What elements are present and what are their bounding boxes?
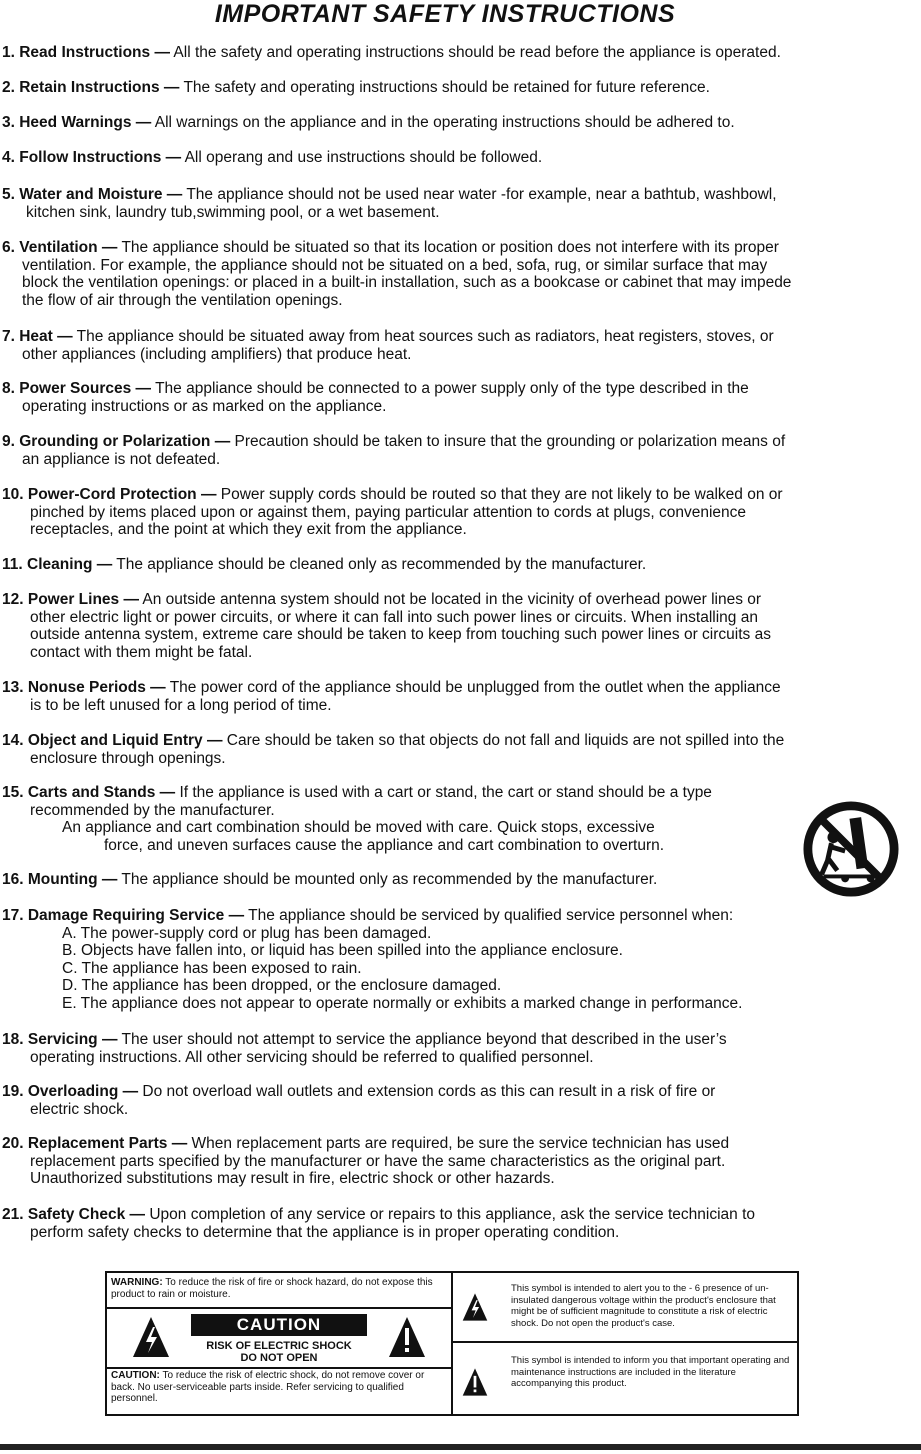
instruction-text: replacement parts specified by the manufacturer or have the same characteristics as the original part. (30, 1152, 726, 1170)
instruction-text: other appliances (including amplifiers) that produce heat. (22, 345, 412, 363)
lightning-symbol-explanation (453, 1273, 797, 1343)
exclamation-symbol-explanation (453, 1343, 797, 1414)
instruction-text: kitchen sink, laundry tub,swimming pool, or a wet basement. (26, 203, 440, 221)
instruction-heading: 19. Overloading — (2, 1083, 139, 1100)
instruction-text: perform safety checks to determine that the appliance is in proper operating condition. (30, 1223, 620, 1241)
instruction-text: All operang and use instructions should be followed. (184, 149, 543, 166)
lightning-warning-icon (131, 1315, 171, 1359)
instruction-text: The user should not attempt to service the appliance beyond that described in the user’s (121, 1031, 727, 1048)
instruction-text: The appliance should be situated away from heat sources such as radiators, heat registers, stoves, or (76, 328, 774, 345)
instruction-heading: 5. Water and Moisture — (2, 186, 183, 203)
instruction-7 (2, 328, 917, 363)
instruction-heading: 20. Replacement Parts — (2, 1135, 188, 1152)
exclamation-warning-icon (387, 1315, 427, 1359)
risk-line: RISK OF ELECTRIC SHOCK (206, 1340, 352, 1352)
bottom-divider (0, 1444, 921, 1450)
instruction-heading: 17. Damage Requiring Service — (2, 907, 245, 924)
lightning-symbol-text: This symbol is intended to alert you to the - 6 presence of un-insulated dangerous voltage within the product's enclosure that might be of sufficient magnitude to constitute a risk of electric shock. Do not open the product's case. (511, 1283, 776, 1329)
instruction-text: Precaution should be taken to insure that the grounding or polarization means of (234, 433, 786, 450)
instruction-heading: 3. Heed Warnings — (2, 114, 152, 131)
instruction-subitem: B. Objects have fallen into, or liquid has been spilled into the appliance enclosure. (62, 942, 623, 959)
instruction-text: pinched by items placed upon or against them, paying particular attention to cords at plugs, convenience (30, 503, 747, 521)
caution-label: CAUTION: (111, 1370, 160, 1381)
instruction-text: contact with them might be fatal. (30, 643, 253, 661)
instruction-text: Do not overload wall outlets and extension cords as this can result in a risk of fire or (142, 1083, 716, 1100)
instruction-heading: 18. Servicing — (2, 1031, 118, 1048)
instruction-text: The appliance should be cleaned only as recommended by the manufacturer. (116, 556, 647, 573)
instruction-12 (2, 591, 917, 661)
page-title: IMPORTANT SAFETY INSTRUCTIONS (214, 0, 676, 28)
instruction-15 (2, 784, 917, 854)
instruction-subitem: A. The power-supply cord or plug has been damaged. (62, 924, 432, 942)
instruction-text: is to be left unused for a long period of time. (30, 696, 332, 714)
instruction-heading: 14. Object and Liquid Entry — (2, 732, 223, 749)
risk-of-shock-text (191, 1340, 367, 1364)
instruction-11 (2, 556, 917, 574)
instruction-heading: 7. Heat — (2, 328, 73, 345)
instruction-text: All the safety and operating instructions should be read before the appliance is operated. (173, 44, 781, 61)
instruction-heading: 6. Ventilation — (2, 239, 118, 256)
instruction-text: operating instructions. All other servicing should be referred to qualified personnel. (30, 1048, 594, 1066)
instruction-subitem: E. The appliance does not appear to operate normally or exhibits a marked change in performance. (62, 994, 743, 1012)
warning-note (111, 1277, 447, 1307)
instruction-heading: 2. Retain Instructions — (2, 79, 180, 96)
instruction-text: block the ventilation openings: or placed in a built-in installation, such as a bookcase or cabinet that may impede (22, 274, 792, 291)
instruction-9 (2, 433, 917, 468)
exclamation-symbol-icon (461, 1367, 489, 1397)
instruction-heading: 11. Cleaning — (2, 556, 113, 573)
instruction-text: Power supply cords should be routed so that they are not likely to be walked on or (220, 486, 783, 503)
instruction-subitem: C. The appliance has been exposed to rain. (62, 959, 362, 977)
instruction-text: recommended by the manufacturer. (30, 801, 275, 819)
instruction-heading: 21. Safety Check — (2, 1206, 146, 1223)
instruction-heading: 10. Power-Cord Protection — (2, 486, 217, 503)
instruction-heading: 8. Power Sources — (2, 380, 152, 397)
instruction-heading: 4. Follow Instructions — (2, 149, 182, 166)
instruction-text: operating instructions or as marked on the appliance. (22, 397, 387, 415)
instruction-heading: 12. Power Lines — (2, 591, 139, 608)
instruction-text: The appliance should be serviced by qualified service personnel when: (248, 907, 734, 924)
caution-title: CAUTION (191, 1314, 367, 1336)
instruction-8 (2, 380, 917, 415)
instruction-16 (2, 871, 917, 889)
caution-panel (107, 1307, 451, 1369)
instruction-text: When replacement parts are required, be sure the service technician has used (191, 1135, 730, 1152)
instruction-4 (2, 149, 917, 167)
instruction-2 (2, 79, 917, 97)
instruction-text: Care should be taken so that objects do not fall and liquids are not spilled into the (226, 732, 785, 749)
instruction-text: An appliance and cart combination should be moved with care. Quick stops, excessive (62, 819, 655, 836)
instruction-heading: 1. Read Instructions — (2, 44, 170, 61)
instruction-text: Upon completion of any service or repairs to this appliance, ask the service technician to (149, 1206, 756, 1223)
warning-label-box (105, 1271, 799, 1416)
instruction-text: receptacles, and the point at which they exit from the appliance. (30, 521, 467, 538)
instruction-text: The appliance should be connected to a power supply only of the type described in the (155, 380, 749, 397)
instruction-10 (2, 486, 917, 539)
instruction-text: outside antenna system, extreme care should be taken to keep from touching such power lines or circuits as (30, 626, 771, 643)
instruction-text: force, and uneven surfaces cause the appliance and cart combination to overturn. (104, 836, 665, 854)
instruction-13 (2, 679, 917, 714)
instruction-text: If the appliance is used with a cart or stand, the cart or stand should be a type (179, 784, 712, 801)
instruction-text: The safety and operating instructions should be retained for future reference. (183, 79, 710, 96)
instruction-5 (2, 186, 917, 221)
instruction-text: electric shock. (30, 1100, 129, 1118)
instruction-text: the flow of air through the ventilation openings. (22, 291, 343, 309)
exclamation-symbol-text: This symbol is intended to inform you that important operating and maintenance instructions are included in the literature accompanying this product. (511, 1355, 790, 1389)
instruction-20 (2, 1135, 917, 1188)
warning-text: To reduce the risk of fire or shock hazard, do not expose this product to rain or moisture. (111, 1277, 433, 1300)
instruction-text: ventilation. For example, the appliance should not be situated on a bed, sofa, rug, or similar surface that may (22, 256, 768, 274)
instruction-3 (2, 114, 917, 132)
instruction-21 (2, 1206, 917, 1241)
warning-label: WARNING: (111, 1277, 163, 1288)
instruction-text: Unauthorized substitutions may result in fire, electric shock or other hazards. (30, 1170, 555, 1187)
lightning-symbol-icon (461, 1292, 489, 1322)
instruction-17 (2, 907, 917, 1012)
instruction-text: The appliance should not be used near water -for example, near a bathtub, washbowl, (186, 186, 777, 203)
instruction-text: The appliance should be mounted only as recommended by the manufacturer. (121, 871, 658, 888)
instruction-heading: 16. Mounting — (2, 871, 118, 888)
instruction-text: The appliance should be situated so that its location or position does not interfere with its proper (121, 239, 779, 256)
warning-left-panel (107, 1273, 453, 1414)
instruction-text: All warnings on the appliance and in the operating instructions should be adhered to. (154, 114, 735, 131)
instruction-subitem: D. The appliance has been dropped, or the enclosure damaged. (62, 977, 502, 994)
instruction-text: an appliance is not defeated. (22, 450, 221, 468)
caution-text: To reduce the risk of electric shock, do not remove cover or back. No user-serviceable parts inside. Refer servicing to qualified personnel. (111, 1370, 425, 1404)
instruction-heading: 15. Carts and Stands — (2, 784, 176, 801)
caution-note (111, 1370, 447, 1410)
instruction-text: An outside antenna system should not be located in the vicinity of overhead power lines or (142, 591, 762, 608)
instruction-text: enclosure through openings. (30, 749, 226, 767)
instruction-6 (2, 239, 917, 309)
instruction-heading: 13. Nonuse Periods — (2, 679, 166, 696)
instruction-text: other electric light or power circuits, or where it can fall into such power lines or circuits. When installing an (30, 608, 758, 626)
instruction-text: The power cord of the appliance should be unplugged from the outlet when the appliance (169, 679, 781, 696)
instruction-heading: 9. Grounding or Polarization — (2, 433, 231, 450)
instruction-1 (2, 44, 917, 62)
instruction-18 (2, 1031, 917, 1066)
instruction-19 (2, 1083, 917, 1118)
instruction-14 (2, 732, 917, 767)
risk-line: DO NOT OPEN (240, 1352, 318, 1364)
